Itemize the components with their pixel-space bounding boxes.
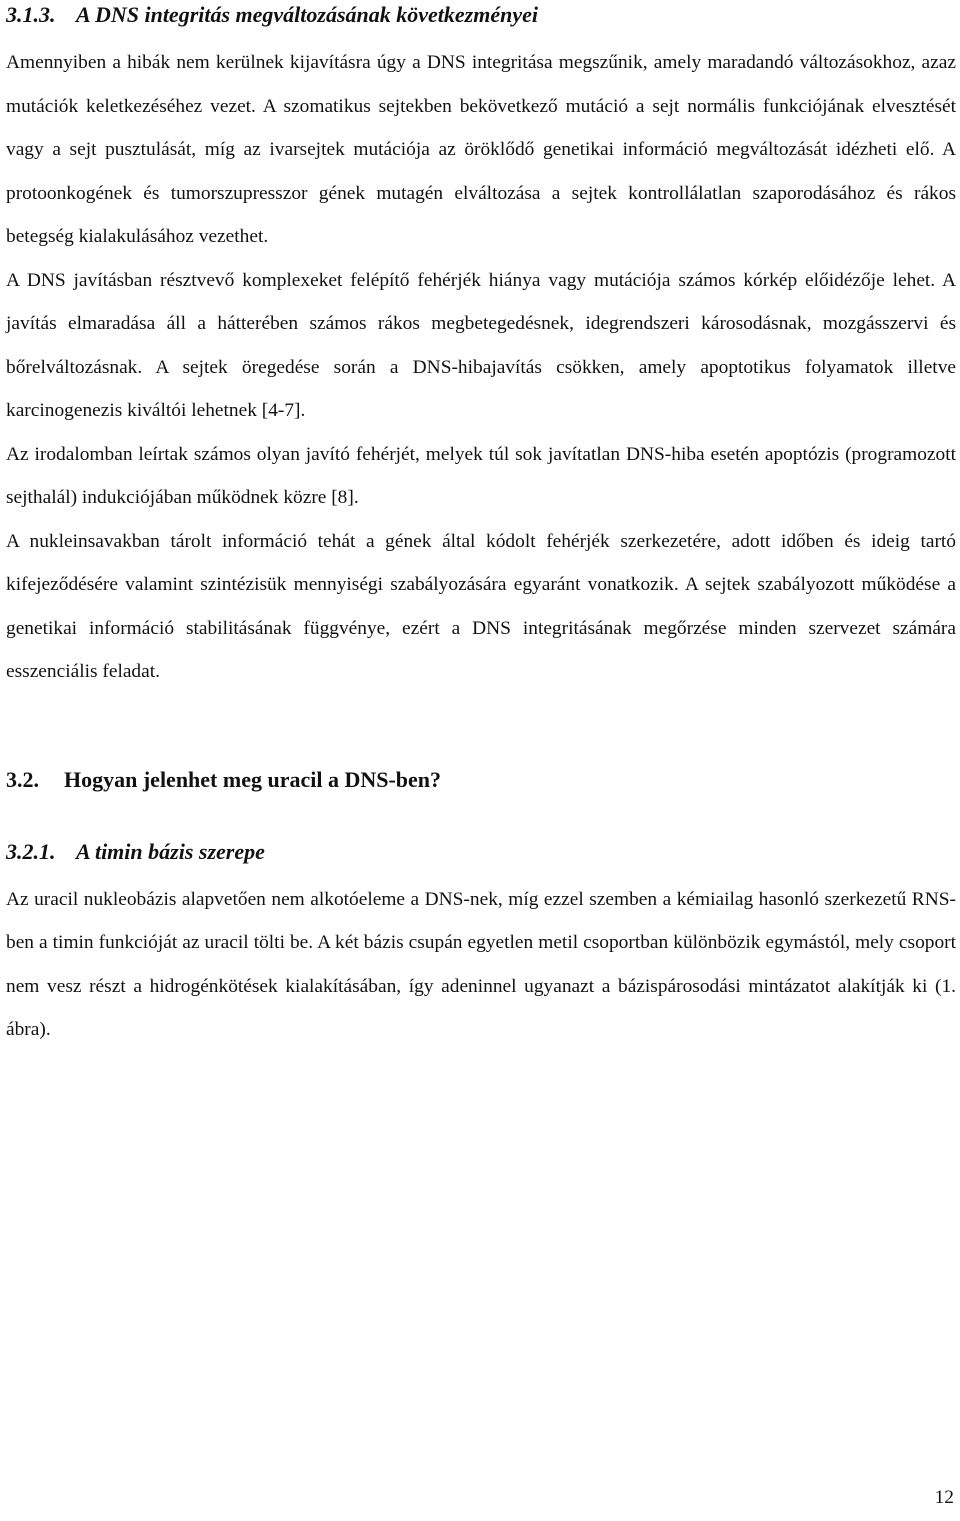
paragraph-mutation-consequences: Amennyiben a hibák nem kerülnek kijavításra úgy a DNS integritása megszűnik, amely maradandó változásokhoz, azaz mutációk keletkezéséhez vezet. A szomatikus sejtekben bekövetkező mutáció a sejt normális funkciójának elvesztését vagy a sejt pusztulását, míg az ivarsejtek mutációja az öröklődő genetikai információ megváltozását idézheti elő. A protoonkogének és tumorszupresszor gének mutagén elváltozása a sejtek kontrollálatlan szaporodásához és rákos betegség kialakulásához vezethet. <box>6 52 956 247</box>
section-title: A timin bázis szerepe <box>76 838 265 864</box>
section-heading-3-1-3 <box>6 0 956 29</box>
paragraph-apoptosis-proteins: Az irodalomban leírtak számos olyan javító fehérjét, melyek túl sok javítatlan DNS-hiba esetén apoptózis (programozott sejthalál) indukciójában működnek közre [8]. <box>6 443 956 508</box>
section-title: Hogyan jelenhet meg uracil a DNS-ben? <box>64 766 442 792</box>
paragraph-uracil-thymine: Az uracil nukleobázis alapvetően nem alkotóeleme a DNS-nek, míg ezzel szemben a kémiailag hasonló szerkezetű RNS-ben a timin funkcióját az uracil tölti be. A két bázis csupán egyetlen metil csoportban különbözik egymástól, mely csoport nem vesz részt a hidrogénkötések kialakításában, így adeninnel ugyanazt a bázispárosodási mintázatot alakítják ki (1. ábra). <box>6 888 956 1040</box>
section-heading-3-2 <box>6 766 956 794</box>
section-title: A DNS integritás megváltozásának következményei <box>76 2 538 27</box>
paragraph-repair-deficiency: A DNS javításban résztvevő komplexeket felépítő fehérjék hiánya vagy mutációja számos kórkép előidézője lehet. A javítás elmaradása áll a hátterében számos rákos megbetegedésnek, idegrendszeri károsodásnak, mozgásszervi és bőrelváltozásnak. A sejtek öregedése során a DNS-hibajavítás csökken, amely apoptotikus folyamatok illetve karcinogenezis kiváltói lehetnek [4-7]. <box>6 269 956 421</box>
paragraph-information-stability: A nukleinsavakban tárolt információ tehát a gének által kódolt fehérjék szerkezetére, adott időben és ideig tartó kifejeződésére valamint szintézisük mennyiségi szabályozására egyaránt vonatkozik. A sejtek szabályozott működése a genetikai információ stabilitásának függvénye, ezért a DNS integritásának megőrzése minden szervezet számára esszenciális feladat. <box>6 530 956 682</box>
section-number: 3.2. <box>6 766 39 792</box>
page-number: 12 <box>934 1487 954 1508</box>
document-page <box>6 0 956 1052</box>
section-number: 3.1.3. <box>6 2 56 27</box>
section-heading-3-2-1 <box>6 837 956 866</box>
section-number: 3.2.1. <box>6 838 56 864</box>
